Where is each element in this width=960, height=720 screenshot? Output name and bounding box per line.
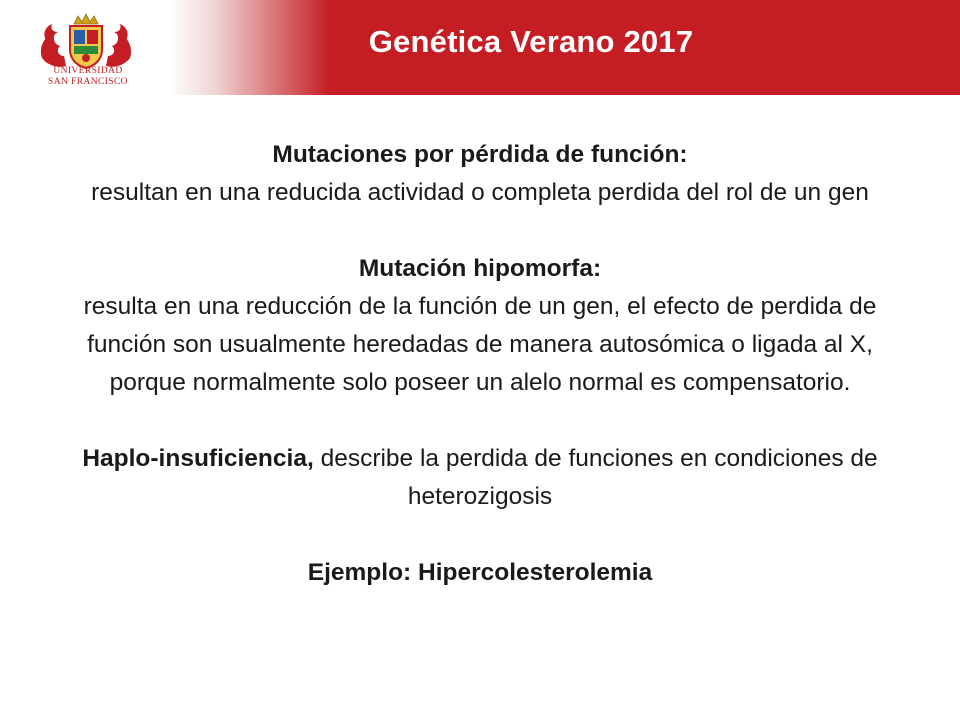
spacer — [60, 516, 900, 554]
haploinsufficiency-paragraph — [60, 440, 900, 516]
university-name-line1: UNIVERSIDAD — [53, 66, 123, 76]
hypomorph-text: resulta en una reducción de la función de un gen, el efecto de perdida de función son usualmente heredadas de manera autosómica o ligada al X, porque normalmente solo poseer un alelo normal es compensatorio. — [83, 293, 877, 396]
slide-body — [60, 136, 900, 592]
spacer — [60, 402, 900, 440]
hypomorph-heading: Mutación hipomorfa: — [358, 255, 602, 282]
title-bar — [0, 0, 960, 95]
haploinsufficiency-term: Haplo-insuficiencia, — [82, 445, 314, 472]
university-name-line2: SAN FRANCISCO — [48, 77, 128, 87]
haploinsufficiency-text: describe la perdida de funciones en condiciones de heterozigosis — [313, 445, 878, 510]
spacer — [60, 212, 900, 250]
university-name — [38, 66, 138, 88]
loss-of-function-heading: Mutaciones por pérdida de función: — [272, 141, 688, 168]
example-line: Ejemplo: Hipercolesterolemia — [307, 559, 653, 586]
loss-of-function-text: resultan en una reducida actividad o completa perdida del rol de un gen — [91, 179, 869, 206]
slide-title: Genética Verano 2017 — [368, 24, 694, 59]
